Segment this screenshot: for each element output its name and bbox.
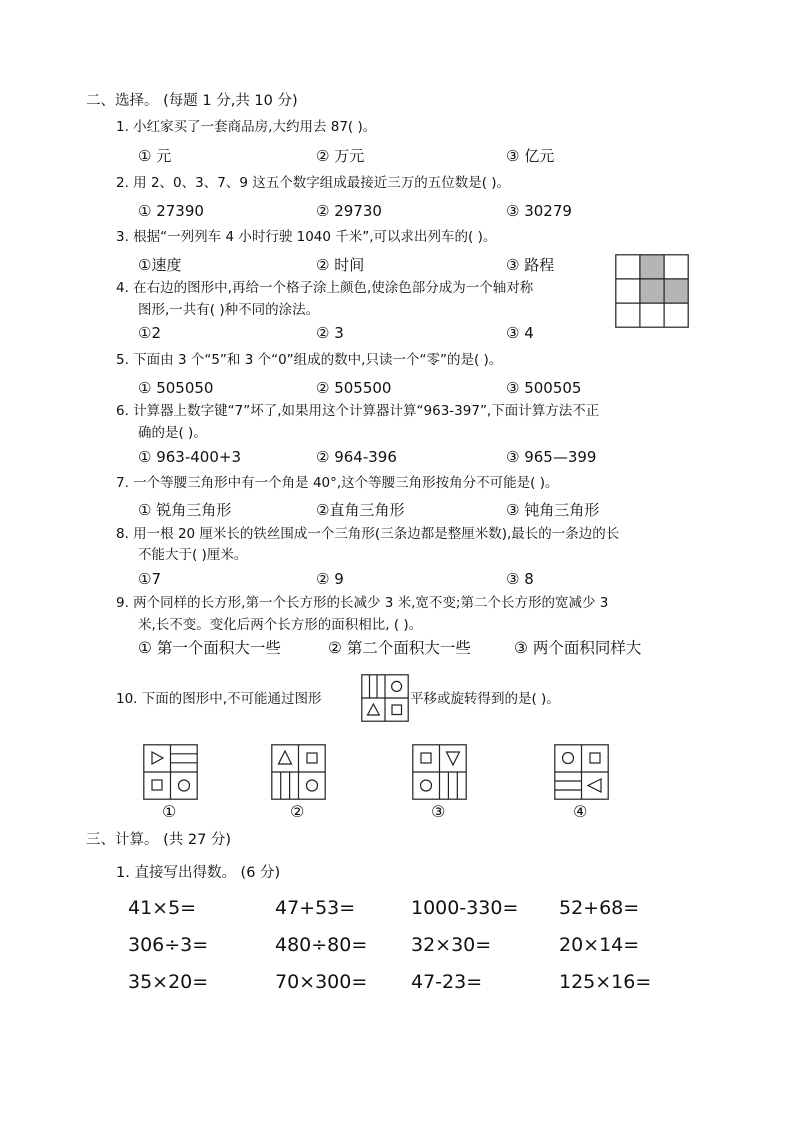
calc-item: 35×20= [128,971,209,993]
q4-option-2[interactable]: ② 3 [316,324,344,342]
shaded-grid-figure [615,254,689,328]
section-3-sub-1: 1. 直接写出得数。 (6 分) [116,865,281,881]
calc-item: 47+53= [275,897,356,919]
q4-option-1[interactable]: ①2 [138,324,161,342]
calc-item: 306÷3= [128,934,209,956]
calc-item: 52+68= [559,897,640,919]
q1-option-3[interactable]: ③ 亿元 [506,147,555,165]
question-2-stem: 2. 用 2、0、3、7、9 这五个数字组成最接近三万的五位数是( )。 [116,175,511,191]
section-3-title: 三、计算。 (共 27 分) [86,832,232,848]
calc-item: 1000-330= [411,897,519,919]
q2-option-3[interactable]: ③ 30279 [506,202,572,220]
calc-item: 20×14= [559,934,640,956]
q3-option-3[interactable]: ③ 路程 [506,256,555,274]
q8-option-1[interactable]: ①7 [138,570,161,588]
calc-item: 47-23= [411,971,483,993]
q6-option-3[interactable]: ③ 965—399 [506,448,597,466]
q3-option-1[interactable]: ①速度 [138,256,182,274]
question-9-stem-line-2: 米,长不变。变化后两个长方形的面积相比, ( )。 [138,617,423,633]
q6-option-2[interactable]: ② 964-396 [316,448,397,466]
question-4-stem-line-1: 4. 在右边的图形中,再给一个格子涂上颜色,使涂色部分成为一个轴对称 [116,280,534,296]
q1-option-1[interactable]: ① 元 [138,147,172,165]
q2-option-1[interactable]: ① 27390 [138,202,204,220]
q9-option-2[interactable]: ② 第二个面积大一些 [328,639,471,657]
q7-option-2[interactable]: ②直角三角形 [316,501,405,519]
option-figure-3[interactable] [412,744,467,800]
option-figure-2-label: ② [290,802,305,821]
reference-figure [361,674,409,722]
q6-option-1[interactable]: ① 963-400+3 [138,448,242,466]
question-10-suffix: 平移或旋转得到的是( )。 [410,691,560,707]
section-2-title: 二、选择。 (每题 1 分,共 10 分) [86,93,298,109]
calc-item: 41×5= [128,897,197,919]
question-9-stem-line-1: 9. 两个同样的长方形,第一个长方形的长减少 3 米,宽不变;第二个长方形的宽减少 3 [116,595,609,611]
q7-option-3[interactable]: ③ 钝角三角形 [506,501,600,519]
option-figure-1[interactable] [143,744,198,800]
calc-item: 70×300= [275,971,368,993]
option-figure-1-label: ① [162,802,177,821]
question-4-stem-line-2: 图形,一共有( )种不同的涂法。 [138,302,320,318]
option-figure-4-label: ④ [573,802,588,821]
q4-option-3[interactable]: ③ 4 [506,324,534,342]
q1-option-2[interactable]: ② 万元 [316,147,365,165]
q5-option-2[interactable]: ② 505500 [316,379,392,397]
q2-option-2[interactable]: ② 29730 [316,202,382,220]
question-6-stem-line-1: 6. 计算器上数字键“7”坏了,如果用这个计算器计算“963-397”,下面计算方法不正 [116,403,600,419]
q9-option-1[interactable]: ① 第一个面积大一些 [138,639,281,657]
question-6-stem-line-2: 确的是( )。 [138,425,207,441]
question-8-stem-line-1: 8. 用一根 20 厘米长的铁丝围成一个三角形(三条边都是整厘米数),最长的一条边的长 [116,526,620,542]
question-1-stem: 1. 小红家买了一套商品房,大约用去 87( )。 [116,119,377,135]
question-8-stem-line-2: 不能大于( )厘米。 [138,547,248,563]
question-5-stem: 5. 下面由 3 个“5”和 3 个“0”组成的数中,只读一个“零”的是( )。 [116,352,503,368]
calc-item: 32×30= [411,934,492,956]
q9-option-3[interactable]: ③ 两个面积同样大 [514,639,642,657]
question-3-stem: 3. 根据“一列列车 4 小时行驶 1040 千米”,可以求出列车的( )。 [116,229,497,245]
q8-option-3[interactable]: ③ 8 [506,570,534,588]
question-10-prefix: 10. 下面的图形中,不可能通过图形 [116,691,322,707]
q5-option-1[interactable]: ① 505050 [138,379,214,397]
option-figure-4[interactable] [554,744,609,800]
calc-item: 480÷80= [275,934,368,956]
option-figure-2[interactable] [271,744,326,800]
calc-item: 125×16= [559,971,652,993]
q8-option-2[interactable]: ② 9 [316,570,344,588]
q7-option-1[interactable]: ① 锐角三角形 [138,501,232,519]
q3-option-2[interactable]: ② 时间 [316,256,365,274]
question-7-stem: 7. 一个等腰三角形中有一个角是 40°,这个等腰三角形按角分不可能是( )。 [116,475,559,491]
q5-option-3[interactable]: ③ 500505 [506,379,582,397]
option-figure-3-label: ③ [431,802,446,821]
